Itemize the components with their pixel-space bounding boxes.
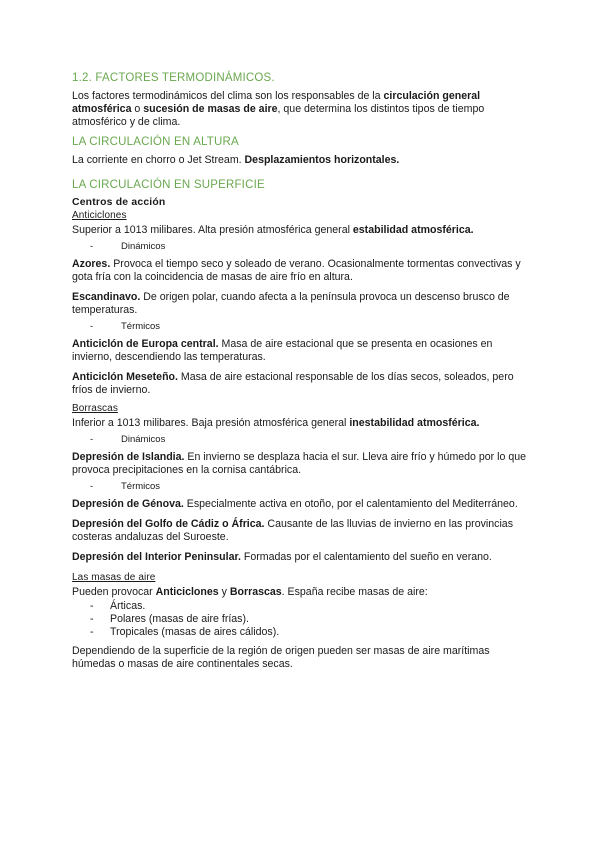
islandia-bold: Depresión de Islandia. — [72, 451, 185, 463]
genova-paragraph — [72, 498, 528, 511]
escandinavo-text: De origen polar, cuando afecta a la península provoca un descenso brusco de temperaturas. — [72, 291, 510, 316]
cadiz-bold: Depresión del Golfo de Cádiz o África. — [72, 518, 265, 530]
meseteno-text: Masa de aire estacional responsable de los días secos, soleados, pero fríos de invierno. — [72, 371, 514, 396]
dash-bullet: - — [90, 321, 94, 332]
azores-bold: Azores. — [72, 258, 111, 270]
list-item — [72, 626, 528, 639]
borrascas-desc — [72, 417, 528, 430]
islandia-paragraph — [72, 451, 528, 477]
dash-bullet: - — [90, 481, 94, 492]
intro-bold-2: sucesión de masas de aire — [143, 103, 278, 115]
dinamicos-label-2 — [72, 434, 528, 445]
anticiclones-desc — [72, 224, 528, 237]
list-item-text: Tropicales (masas de aires cálidos). — [110, 626, 280, 638]
azores-paragraph — [72, 258, 528, 284]
borrascas-heading: Borrascas — [72, 403, 118, 414]
termicos-label-2 — [72, 481, 528, 492]
masas-text-3: . España recibe masas de aire: — [281, 586, 428, 598]
escandinavo-bold: Escandinavo. — [72, 291, 141, 303]
dash-bullet: - — [90, 626, 94, 638]
list-item-text: Polares (masas de aire frías). — [110, 613, 249, 625]
termicos-text: Térmicos — [121, 321, 161, 332]
altura-paragraph — [72, 154, 528, 167]
list-item-text: Árticas. — [110, 600, 146, 612]
masas-intro — [72, 586, 528, 599]
meseteno-paragraph — [72, 371, 528, 397]
dinamicos-text-2: Dinámicos — [121, 434, 166, 445]
heading-altura: LA CIRCULACIÓN EN ALTURA — [72, 136, 239, 148]
interior-bold: Depresión del Interior Peninsular. — [72, 551, 241, 563]
interior-paragraph — [72, 551, 528, 564]
document-page — [72, 72, 528, 678]
section-title: 1.2. FACTORES TERMODINÁMICOS. — [72, 72, 275, 84]
centros-heading: Centros de acción — [72, 197, 166, 208]
dash-bullet: - — [90, 241, 94, 252]
europa-paragraph — [72, 338, 528, 364]
borrascas-desc-bold: inestabilidad atmosférica. — [349, 417, 480, 429]
meseteno-bold: Anticiclón Meseteño. — [72, 371, 178, 383]
anticiclones-desc-bold: estabilidad atmosférica. — [352, 224, 474, 236]
dash-bullet: - — [90, 600, 94, 612]
masas-closing: Dependiendo de la superficie de la región de origen pueden ser masas de aire marítimas húmedas o masas de aire continentales secas. — [72, 645, 490, 670]
escandinavo-paragraph — [72, 291, 528, 317]
list-item — [72, 600, 528, 613]
interior-text: Formadas por el calentamiento del sueño en verano. — [240, 551, 492, 563]
intro-paragraph — [72, 90, 528, 129]
dash-bullet: - — [90, 434, 94, 445]
intro-text-3: , que determina los distintos tipos de tiempo atmosférico y de clima. — [72, 103, 485, 128]
cadiz-paragraph — [72, 518, 528, 544]
altura-bold: Desplazamientos horizontales. — [244, 154, 400, 166]
masas-text-1: Pueden provocar — [72, 586, 156, 598]
intro-text-2: o — [131, 103, 144, 115]
list-item — [72, 613, 528, 626]
termicos-label — [72, 321, 528, 332]
masas-bold-2: Borrascas — [229, 586, 282, 598]
masas-list — [72, 600, 528, 639]
masas-text-2: y — [218, 586, 230, 598]
islandia-text: En invierno se desplaza hacia el sur. Lleva aire frío y húmedo por lo que provoca precipitaciones en la cornisa cantábrica. — [72, 451, 527, 476]
masas-heading: Las masas de aire — [72, 572, 156, 583]
genova-text: Especialmente activa en otoño, por el calentamiento del Mediterráneo. — [183, 498, 518, 510]
anticiclones-desc-text: Superior a 1013 milibares. Alta presión atmosférica general — [72, 224, 353, 236]
cadiz-text: Causante de las lluvias de invierno en las provincias costeras andaluzas del Suroeste. — [72, 518, 513, 543]
europa-bold: Anticiclón de Europa central. — [72, 338, 219, 350]
heading-superficie: LA CIRCULACIÓN EN SUPERFICIE — [72, 179, 265, 191]
dash-bullet: - — [90, 613, 94, 625]
dinamicos-text: Dinámicos — [121, 241, 166, 252]
europa-text: Masa de aire estacional que se presenta en ocasiones en invierno, descendiendo las temperaturas. — [72, 338, 493, 363]
intro-text-1: Los factores termodinámicos del clima son los responsables de la — [72, 90, 384, 102]
dinamicos-label — [72, 241, 528, 252]
borrascas-desc-text: Inferior a 1013 milibares. Baja presión atmosférica general — [72, 417, 350, 429]
masas-bold-1: Anticiclones — [155, 586, 219, 598]
azores-text: Provoca el tiempo seco y soleado de verano. Ocasionalmente tormentas convectivas y gota fría con la coincidencia de masas de aire frío en altura. — [72, 258, 521, 283]
altura-text: La corriente en chorro o Jet Stream. — [72, 154, 245, 166]
termicos-text-2: Térmicos — [121, 481, 161, 492]
intro-bold-1: circulación general atmosférica — [72, 90, 481, 115]
genova-bold: Depresión de Génova. — [72, 498, 184, 510]
anticiclones-heading: Anticiclones — [72, 210, 127, 221]
